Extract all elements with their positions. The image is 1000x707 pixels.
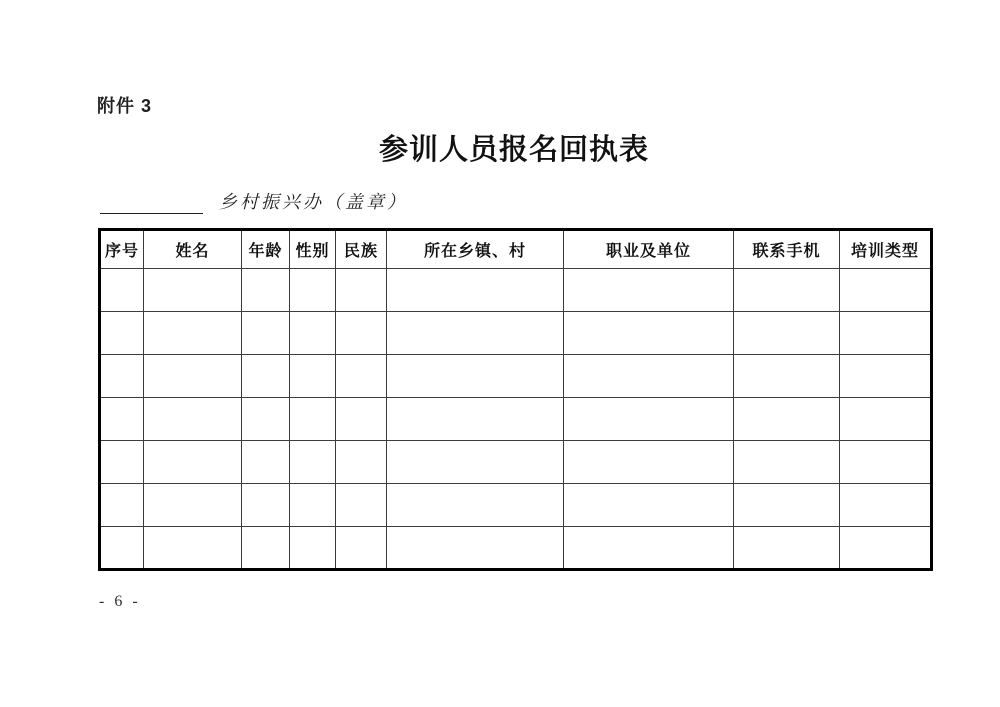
table-cell [387,269,564,312]
table-cell [100,355,144,398]
page-number: - 6 - [99,593,141,610]
table-cell [734,269,840,312]
seal-line [100,190,408,214]
table-cell [100,312,144,355]
table-cell [336,398,387,441]
column-header: 性别 [290,230,336,269]
table-cell [387,312,564,355]
table-cell [336,355,387,398]
table-cell [387,355,564,398]
table-cell [336,527,387,570]
column-header: 联系手机 [734,230,840,269]
table-cell [564,269,734,312]
seal-blank-underline [100,194,203,214]
table-cell [734,441,840,484]
table-cell [100,527,144,570]
table-cell [290,312,336,355]
table-cell [734,527,840,570]
attachment-label: 附件 3 [97,96,153,116]
table-cell [564,312,734,355]
table-cell [336,312,387,355]
table-cell [840,312,932,355]
table-cell [336,441,387,484]
table-cell [242,355,290,398]
seal-label: 乡村振兴办（盖章） [219,192,408,212]
table-cell [144,269,242,312]
table-cell [387,441,564,484]
table-cell [840,398,932,441]
table-row [100,484,932,527]
table-cell [840,484,932,527]
table-cell [100,441,144,484]
table-cell [840,441,932,484]
table-cell [564,527,734,570]
table-row [100,398,932,441]
table-cell [734,312,840,355]
table-cell [336,484,387,527]
column-header: 培训类型 [840,230,932,269]
table-cell [387,398,564,441]
table-cell [290,398,336,441]
column-header: 民族 [336,230,387,269]
table-cell [564,484,734,527]
table-cell [387,527,564,570]
table-cell [100,269,144,312]
table-row [100,527,932,570]
table-cell [840,527,932,570]
table-cell [840,355,932,398]
table-cell [290,269,336,312]
column-header: 年龄 [242,230,290,269]
table-cell [242,398,290,441]
table-row [100,355,932,398]
table-cell [144,441,242,484]
table-cell [100,398,144,441]
table-cell [734,398,840,441]
column-header: 所在乡镇、村 [387,230,564,269]
table-cell [100,484,144,527]
table-cell [734,484,840,527]
page-title: 参训人员报名回执表 [378,134,649,166]
table-cell [840,269,932,312]
table-cell [290,484,336,527]
table-cell [290,355,336,398]
table-cell [242,269,290,312]
table-cell [242,312,290,355]
column-header: 姓名 [144,230,242,269]
table-cell [144,484,242,527]
table-cell [564,441,734,484]
table-row [100,312,932,355]
table-header-row [100,230,932,269]
table-cell [564,398,734,441]
column-header: 职业及单位 [564,230,734,269]
table-cell [336,269,387,312]
table-row [100,441,932,484]
table-cell [242,527,290,570]
table-cell [290,441,336,484]
table-cell [144,527,242,570]
registration-table [98,228,933,571]
table-row [100,269,932,312]
table-cell [290,527,336,570]
table-cell [387,484,564,527]
table-cell [564,355,734,398]
table-cell [144,355,242,398]
table-cell [242,484,290,527]
table-cell [242,441,290,484]
table-cell [144,398,242,441]
table-cell [734,355,840,398]
table-cell [144,312,242,355]
column-header: 序号 [100,230,144,269]
